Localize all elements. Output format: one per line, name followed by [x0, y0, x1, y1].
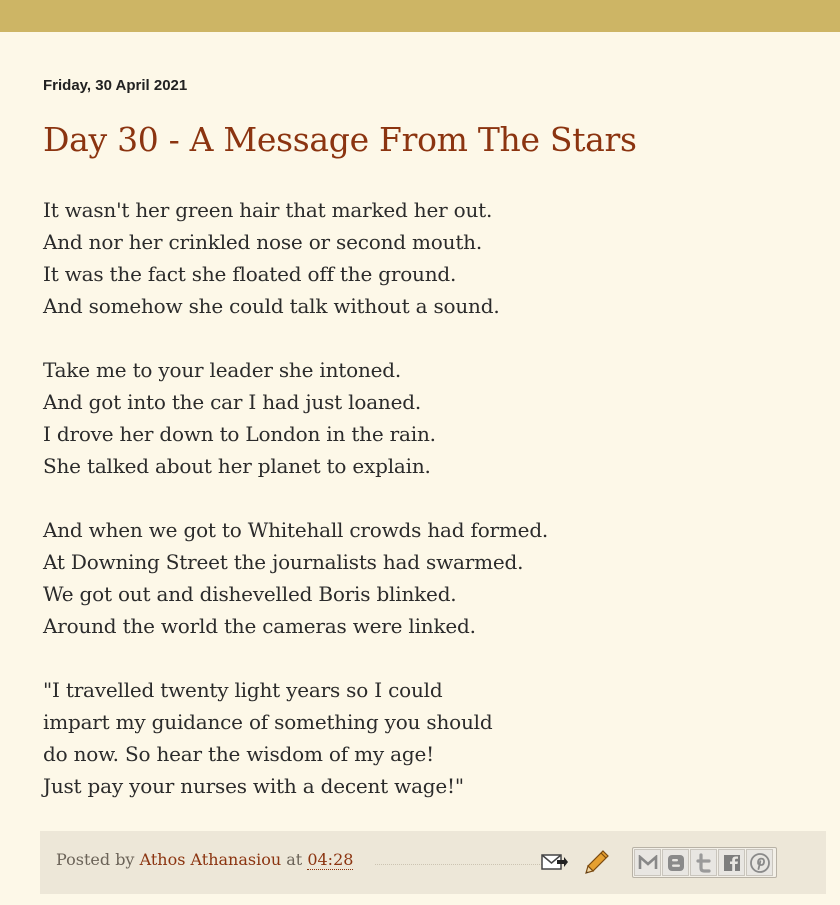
poem-line: impart my guidance of something you should: [43, 710, 493, 734]
post-byline: [56, 850, 353, 869]
stanza: [43, 354, 823, 482]
poem-line: And got into the car I had just loaned.: [43, 390, 421, 414]
blogger-icon[interactable]: [662, 849, 689, 876]
poem-line: I drove her down to London in the rain.: [43, 422, 436, 446]
stanza: [43, 514, 823, 642]
facebook-icon[interactable]: [718, 849, 745, 876]
post-body: [43, 194, 823, 834]
post-footer: [40, 831, 826, 894]
at-label: at: [286, 850, 303, 869]
post-time-link[interactable]: 04:28: [307, 850, 354, 869]
poem-line: "I travelled twenty light years so I could: [43, 678, 443, 702]
poem-line: Take me to your leader she intoned.: [43, 358, 402, 382]
poem-line: And when we got to Whitehall crowds had formed.: [43, 518, 549, 542]
poem-line: Around the world the cameras were linked.: [43, 614, 476, 638]
share-buttons: [632, 847, 777, 878]
stanza: [43, 674, 823, 802]
poem-line: She talked about her planet to explain.: [43, 454, 431, 478]
pinterest-icon[interactable]: [746, 849, 773, 876]
post-date: Friday, 30 April 2021: [43, 77, 188, 94]
footer-divider: [375, 864, 550, 865]
poem-line: At Downing Street the journalists had swarmed.: [43, 550, 524, 574]
gmail-icon[interactable]: [634, 849, 661, 876]
poem-line: And nor her crinkled nose or second mouth.: [43, 230, 482, 254]
poem-line: do now. So hear the wisdom of my age!: [43, 742, 434, 766]
poem-line: Just pay your nurses with a decent wage!": [43, 774, 464, 798]
email-post-icon[interactable]: [541, 851, 569, 873]
poem-line: It was the fact she floated off the ground.: [43, 262, 457, 286]
author-link[interactable]: Athos Athanasiou: [139, 850, 282, 869]
poem-line: And somehow she could talk without a sound.: [43, 294, 500, 318]
poem-line: We got out and dishevelled Boris blinked.: [43, 582, 457, 606]
top-accent-bar: [0, 0, 840, 32]
stanza: [43, 194, 823, 322]
posted-by-label: Posted by: [56, 850, 135, 869]
post-title[interactable]: Day 30 - A Message From The Stars: [43, 120, 637, 159]
poem-line: It wasn't her green hair that marked her out.: [43, 198, 493, 222]
twitter-icon[interactable]: [690, 849, 717, 876]
edit-post-icon[interactable]: [584, 849, 610, 875]
